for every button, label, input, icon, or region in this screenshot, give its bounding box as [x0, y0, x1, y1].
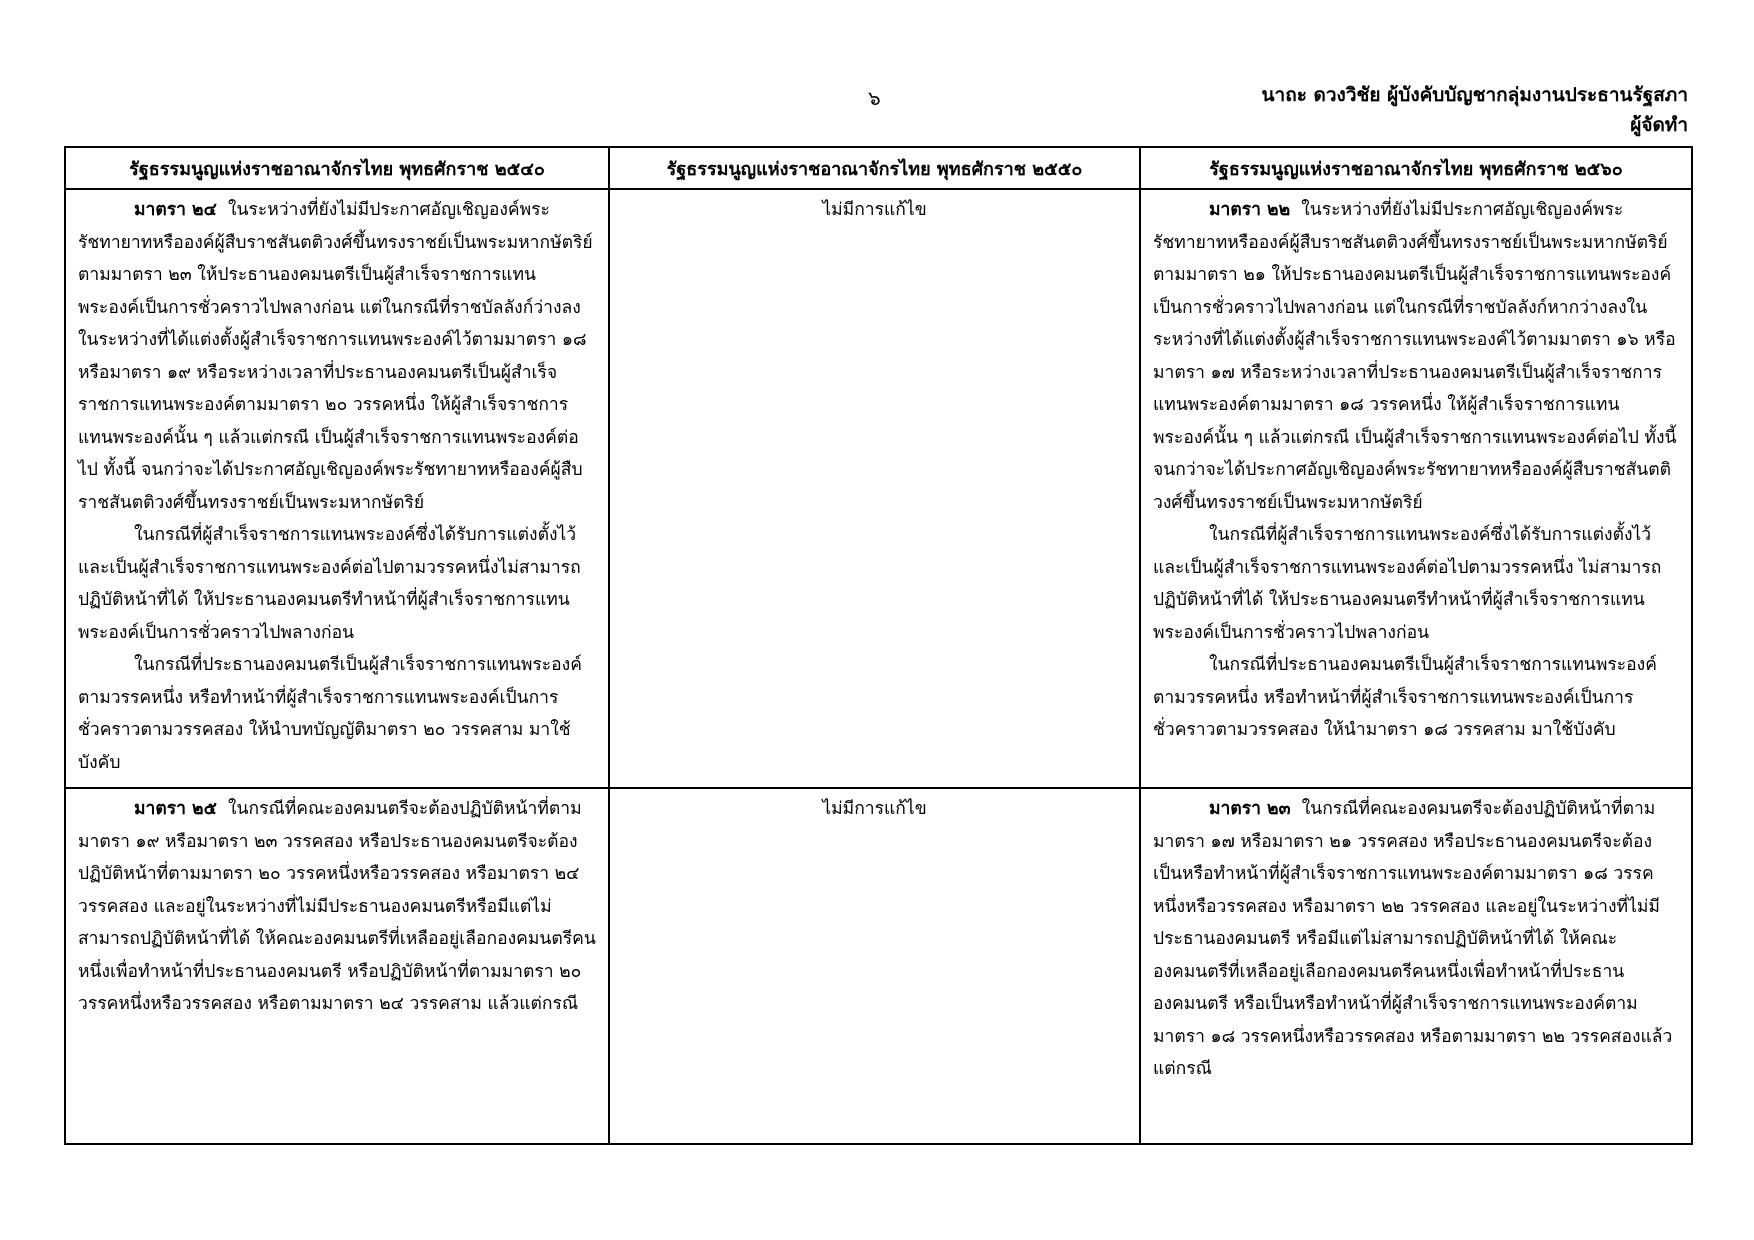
author-name: นาถะ ดวงวิชัย ผู้บังคับบัญชากลุ่มงานประธานรัฐสภา [1261, 84, 1688, 106]
section-2560-23 [1140, 788, 1692, 1144]
paragraph: ในกรณีที่ประธานองคมนตรีเป็นผู้สำเร็จราชการแทนพระองค์ตามวรรคหนึ่ง หรือทำหน้าที่ผู้สำเร็จราชการแทนพระองค์เป็นการชั่วคราวตามวรรคสอง ให้นำมาตรา ๑๘ วรรคสาม มาใช้บังคับ [1153, 655, 1657, 740]
paragraph-text: ในระหว่างที่ยังไม่มีประกาศอัญเชิญองค์พระรัชทายาทหรือองค์ผู้สืบราชสันตติวงศ์ขึ้นทรงราชย์เป็นพระมหากษัตริย์ตามมาตรา ๒๓ ให้ประธานองคมนตรีเป็นผู้สำเร็จราชการแทนพระองค์เป็นการชั่วคราวไปพลางก่อน แต่ในกรณีที่ราชบัลลังก์ว่างลงในระหว่างที่ได้แต่งตั้งผู้สำเร็จราชการแทนพระองค์ไว้ตามมาตรา ๑๘ หรือมาตรา ๑๙ หรือระหว่างเวลาที่ประธานองคมนตรีเป็นผู้สำเร็จราชการแทนพระองค์ตามมาตรา ๒๐ วรรคหนึ่ง ให้ผู้สำเร็จราชการแทนพระองค์นั้น ๆ แล้วแต่กรณี เป็นผู้สำเร็จราชการแทนพระองค์ต่อไป ทั้งนี้ จนกว่าจะได้ประกาศอัญเชิญองค์พระรัชทายาทหรือองค์ผู้สืบราชสันตติวงศ์ขึ้นทรงราชย์เป็นพระมหากษัตริย์ [78, 200, 593, 513]
table-row [65, 788, 1692, 1144]
section-label: มาตรา ๒๕ [134, 799, 217, 819]
paragraph: ในกรณีที่ผู้สำเร็จราชการแทนพระองค์ซึ่งได้รับการแต่งตั้งไว้และเป็นผู้สำเร็จราชการแทนพระองค์ต่อไปตามวรรคหนึ่ง ไม่สามารถปฏิบัติหน้าที่ได้ ให้ประธานองคมนตรีทำหน้าที่ผู้สำเร็จราชการแทนพระองค์เป็นการชั่วคราวไปพลางก่อน [1153, 525, 1662, 643]
column-header-2560: รัฐธรรมนูญแห่งราชอาณาจักรไทย พุทธศักราช ๒๕๖๐ [1140, 147, 1692, 189]
paragraph-text: ในกรณีที่คณะองคมนตรีจะต้องปฏิบัติหน้าที่ตามมาตรา ๑๗ หรือมาตรา ๒๑ วรรคสอง หรือประธานองคมนตรีจะต้องเป็นหรือทำหน้าที่ผู้สำเร็จราชการแทนพระองค์ตามมาตรา ๑๘ วรรคหนึ่งหรือวรรคสอง หรือมาตรา ๒๒ วรรคสอง และอยู่ในระหว่างที่ไม่มีประธานองคมนตรี หรือมีแต่ไม่สามารถปฏิบัติหน้าที่ได้ ให้คณะองคมนตรีที่เหลืออยู่เลือกองคมนตรีคนหนึ่งเพื่อทำหน้าที่ประธานองคมนตรี หรือเป็นหรือทำหน้าที่ผู้สำเร็จราชการแทนพระองค์ตามมาตรา ๑๘ วรรคหนึ่งหรือวรรคสอง หรือตามมาตรา ๒๒ วรรคสองแล้วแต่กรณี [1153, 799, 1673, 1079]
paragraph: ในกรณีที่ผู้สำเร็จราชการแทนพระองค์ซึ่งได้รับการแต่งตั้งไว้และเป็นผู้สำเร็จราชการแทนพระองค์ต่อไปตามวรรคหนึ่งไม่สามารถปฏิบัติหน้าที่ได้ ให้ประธานองคมนตรีทำหน้าที่ผู้สำเร็จราชการแทนพระองค์เป็นการชั่วคราวไปพลางก่อน [78, 525, 581, 643]
paragraph-text: ในกรณีที่คณะองคมนตรีจะต้องปฏิบัติหน้าที่ตามมาตรา ๑๙ หรือมาตรา ๒๓ วรรคสอง หรือประธานองคมนตรีจะต้องปฏิบัติหน้าที่ตามมาตรา ๒๐ วรรคหนึ่งหรือวรรคสอง หรือมาตรา ๒๔ วรรคสอง และอยู่ในระหว่างที่ไม่มีประธานองคมนตรีหรือมีแต่ไม่สามารถปฏิบัติหน้าที่ได้ ให้คณะองคมนตรีที่เหลืออยู่เลือกองคมนตรีคนหนึ่งเพื่อทำหน้าที่ประธานองคมนตรี หรือปฏิบัติหน้าที่ตามมาตรา ๒๐ วรรคหนึ่งหรือวรรคสอง หรือตามมาตรา ๒๔ วรรคสาม แล้วแต่กรณี [78, 799, 596, 1014]
comparison-table [64, 146, 1693, 1145]
paragraph: ในกรณีที่ประธานองคมนตรีเป็นผู้สำเร็จราชการแทนพระองค์ตามวรรคหนึ่ง หรือทำหน้าที่ผู้สำเร็จราชการแทนพระองค์เป็นการชั่วคราวตามวรรคสอง ให้นำบทบัญญัติมาตรา ๒๐ วรรคสาม มาใช้บังคับ [78, 655, 582, 773]
section-2540-24 [65, 189, 609, 788]
column-header-2540: รัฐธรรมนูญแห่งราชอาณาจักรไทย พุทธศักราช ๒๕๔๐ [65, 147, 609, 189]
section-label: มาตรา ๒๓ [1209, 799, 1291, 819]
author-role: ผู้จัดทำ [1630, 114, 1688, 136]
paragraph-text: ในระหว่างที่ยังไม่มีประกาศอัญเชิญองค์พระรัชทายาทหรือองค์ผู้สืบราชสันตติวงศ์ขึ้นทรงราชย์เป็นพระมหากษัตริย์ตามมาตรา ๒๑ ให้ประธานองคมนตรีเป็นผู้สำเร็จราชการแทนพระองค์เป็นการชั่วคราวไปพลางก่อน แต่ในกรณีที่ราชบัลลังก์หากว่างลงในระหว่างที่ได้แต่งตั้งผู้สำเร็จราชการแทนพระองค์ไว้ตามมาตรา ๑๖ หรือมาตรา ๑๗ หรือระหว่างเวลาที่ประธานองคมนตรีเป็นผู้สำเร็จราชการแทนพระองค์ตามมาตรา ๑๘ วรรคหนึ่ง ให้ผู้สำเร็จราชการแทนพระองค์นั้น ๆ แล้วแต่กรณี เป็นผู้สำเร็จราชการแทนพระองค์ต่อไป ทั้งนี้ จนกว่าจะได้ประกาศอัญเชิญองค์พระรัชทายาทหรือองค์ผู้สืบราชสันตติวงศ์ขึ้นทรงราชย์เป็นพระมหากษัตริย์ [1153, 200, 1677, 513]
section-2560-22 [1140, 189, 1692, 788]
section-label: มาตรา ๒๔ [134, 200, 217, 220]
no-change-note: ไม่มีการแก้ไข [609, 189, 1140, 788]
page-number: ๖ [868, 86, 881, 110]
table-header-row [65, 147, 1692, 189]
author-credit [1262, 80, 1688, 140]
section-2540-25 [65, 788, 609, 1144]
paragraph [1153, 194, 1679, 519]
no-change-note: ไม่มีการแก้ไข [609, 788, 1140, 1144]
paragraph [1153, 793, 1679, 1086]
table-row [65, 189, 1692, 788]
paragraph [78, 194, 596, 519]
section-label: มาตรา ๒๒ [1209, 200, 1291, 220]
paragraph [78, 793, 596, 1021]
column-header-2550: รัฐธรรมนูญแห่งราชอาณาจักรไทย พุทธศักราช ๒๕๕๐ [609, 147, 1140, 189]
